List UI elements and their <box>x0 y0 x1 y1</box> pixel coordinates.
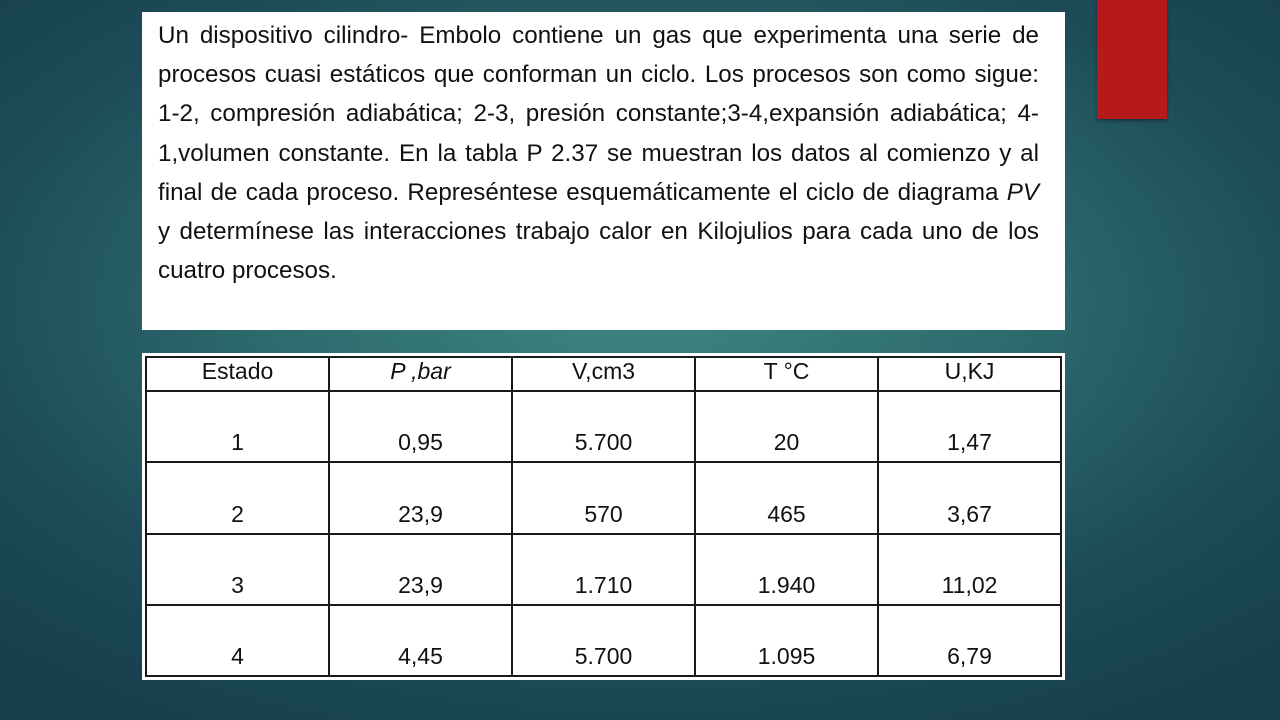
cell-pressure: 0,95 <box>329 391 512 462</box>
cell-internal-energy: 3,67 <box>878 462 1061 533</box>
cell-estado: 2 <box>146 462 329 533</box>
table-header-row <box>146 357 1061 391</box>
header-estado: Estado <box>146 357 329 391</box>
cell-internal-energy: 1,47 <box>878 391 1061 462</box>
cell-volume: 570 <box>512 462 695 533</box>
data-table-box <box>142 353 1065 680</box>
problem-text-part-1: Un dispositivo cilindro- Embolo contiene un gas que experimenta una serie de procesos cuasi estáticos que conforman un ciclo. Los procesos son como sigue: 1-2, compresión adiabática; 2-3, presión constante;3-4,expansión adiabática; 4-1,volumen constante. En la tabla P 2.37 se muestran los datos al comienzo y al final de cada proceso. Represéntese esquemáticamente el ciclo de diagrama <box>158 22 1039 206</box>
state-data-table <box>145 356 1062 677</box>
header-temperature: T °C <box>695 357 878 391</box>
header-volume: V,cm3 <box>512 357 695 391</box>
problem-statement-box <box>142 12 1065 330</box>
cell-estado: 4 <box>146 605 329 676</box>
cell-internal-energy: 11,02 <box>878 534 1061 605</box>
cell-pressure: 23,9 <box>329 462 512 533</box>
cell-estado: 1 <box>146 391 329 462</box>
cell-volume: 5.700 <box>512 605 695 676</box>
cell-temperature: 1.940 <box>695 534 878 605</box>
cell-temperature: 1.095 <box>695 605 878 676</box>
pv-term: PV <box>1006 178 1039 206</box>
cell-temperature: 465 <box>695 462 878 533</box>
table-row <box>146 605 1061 676</box>
cell-pressure: 4,45 <box>329 605 512 676</box>
table-row <box>146 534 1061 605</box>
problem-statement <box>158 16 1039 290</box>
table-row <box>146 462 1061 533</box>
cell-temperature: 20 <box>695 391 878 462</box>
table-row <box>146 391 1061 462</box>
red-accent-bar <box>1097 0 1167 119</box>
cell-pressure: 23,9 <box>329 534 512 605</box>
cell-volume: 1.710 <box>512 534 695 605</box>
cell-internal-energy: 6,79 <box>878 605 1061 676</box>
cell-volume: 5.700 <box>512 391 695 462</box>
header-pressure: P ,bar <box>329 357 512 391</box>
problem-text-part-2: y determínese las interacciones trabajo calor en Kilojulios para cada uno de los cuatro procesos. <box>158 218 1039 285</box>
cell-estado: 3 <box>146 534 329 605</box>
header-internal-energy: U,KJ <box>878 357 1061 391</box>
